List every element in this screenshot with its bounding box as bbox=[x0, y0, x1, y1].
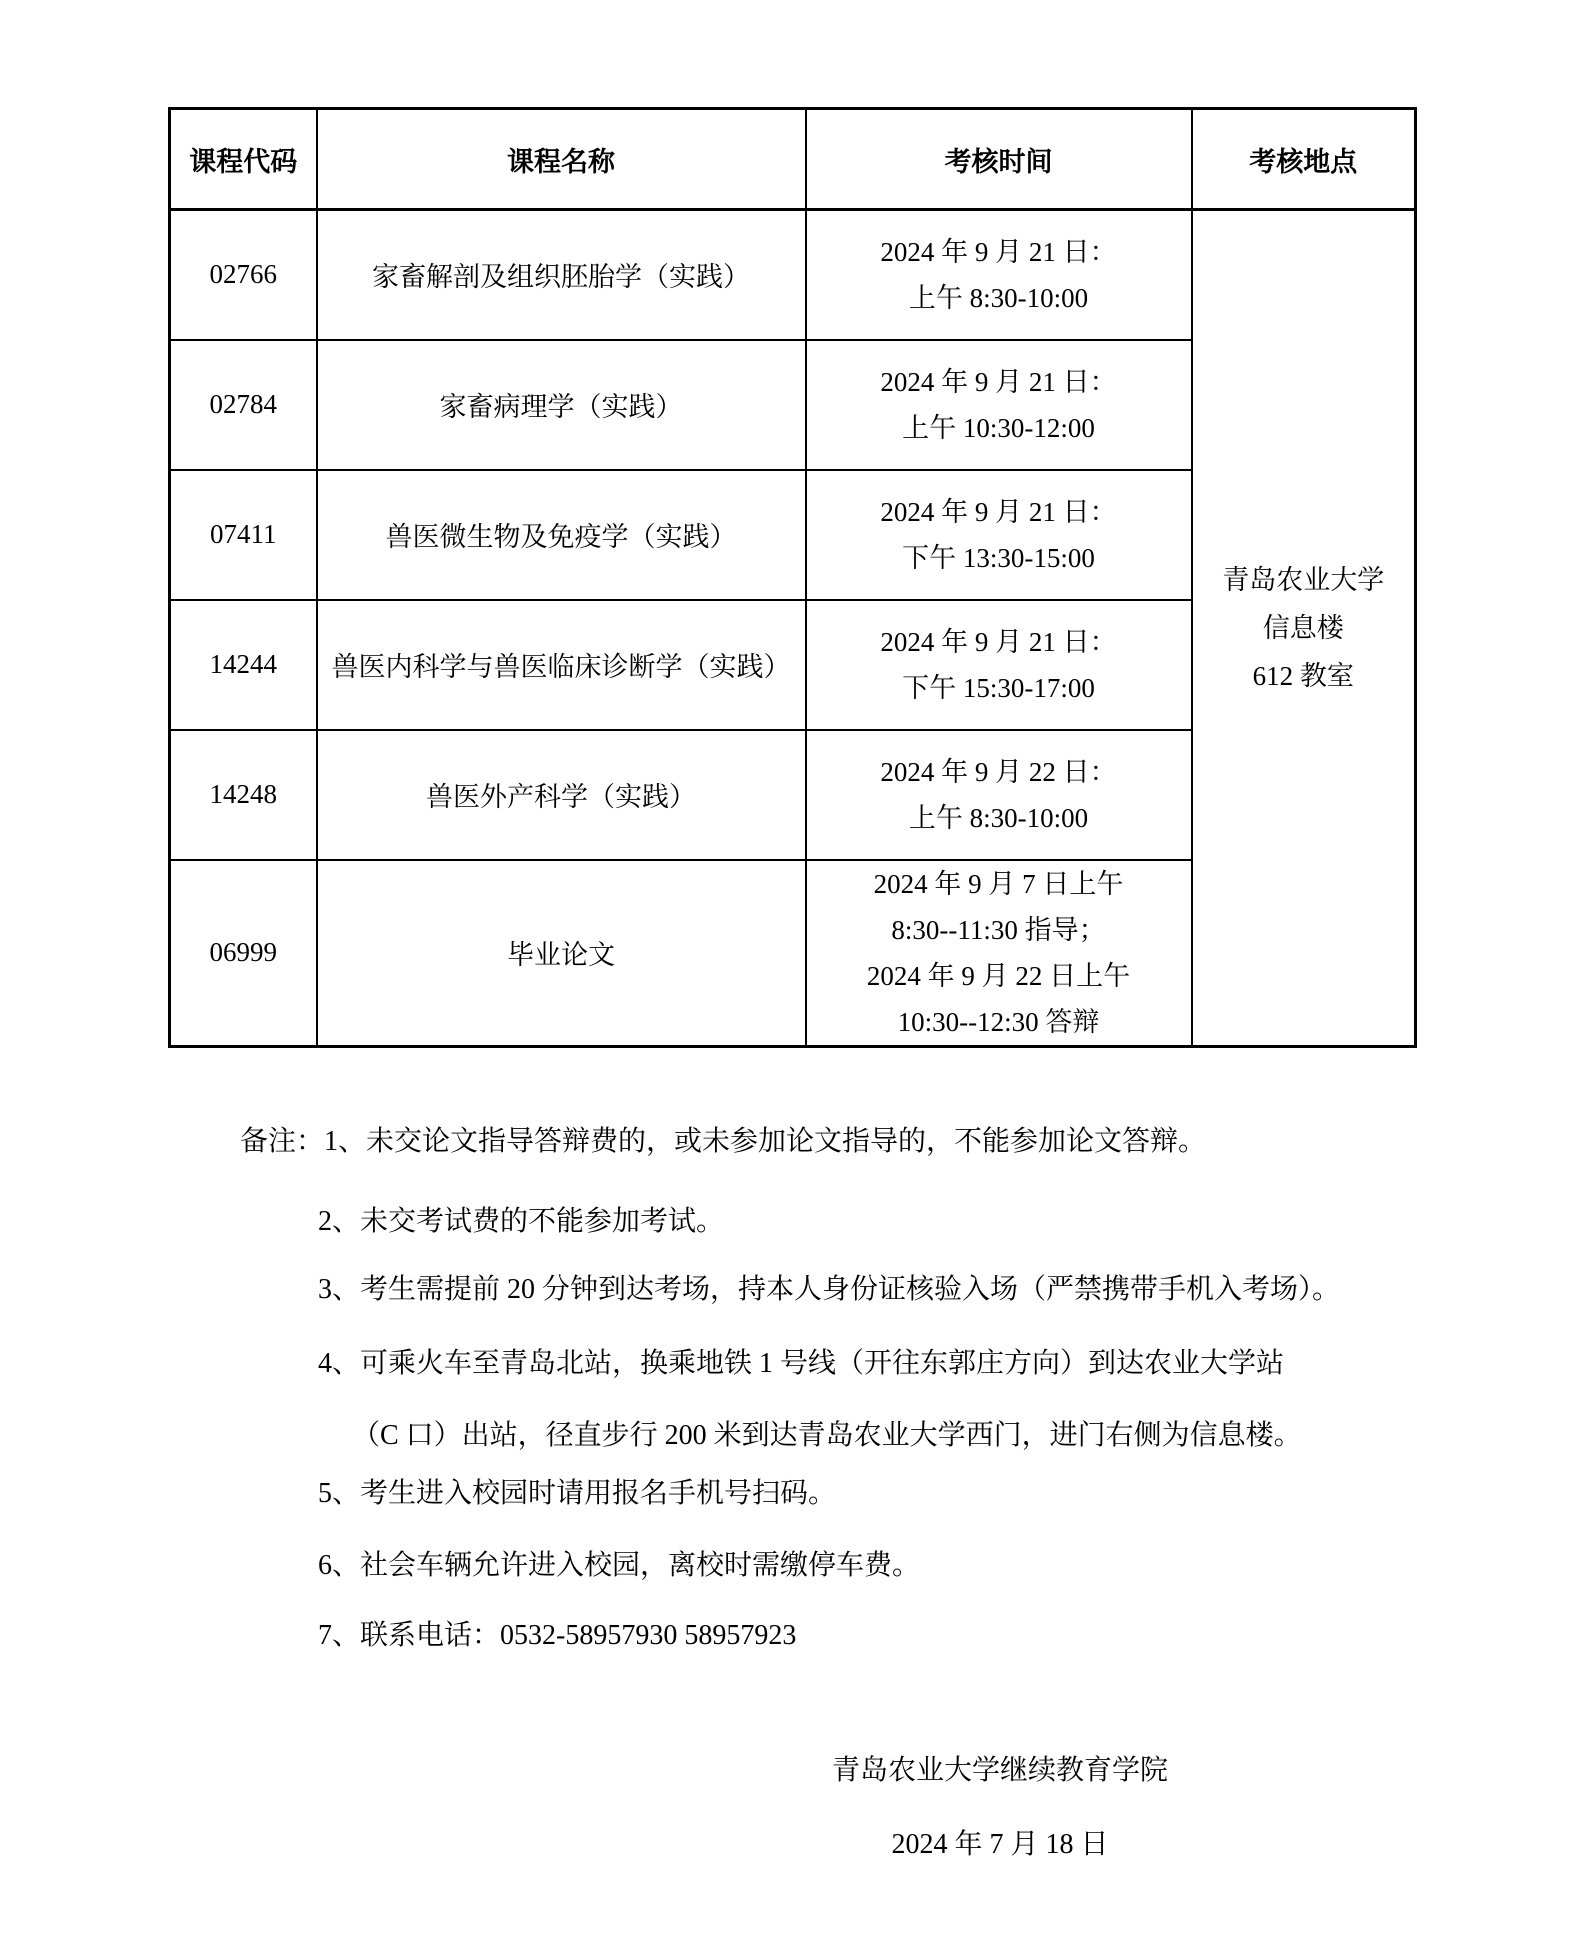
course-code: 02784 bbox=[170, 340, 317, 470]
course-name: 兽医外产科学（实践） bbox=[317, 730, 806, 860]
note-line-4-continued: （C 口）出站，径直步行 200 米到达青岛农业大学西门，进门右侧为信息楼。 bbox=[352, 1420, 1302, 1451]
exam-time-line: 2024 年 9 月 21 日： bbox=[880, 236, 1117, 267]
note-line-4: 4、可乘火车至青岛北站，换乘地铁 1 号线（开往东郭庄方向）到达农业大学站 bbox=[318, 1348, 1285, 1379]
exam-time-line: 上午 8:30-10:00 bbox=[908, 802, 1089, 833]
course-code: 07411 bbox=[170, 470, 317, 600]
exam-time-line: 下午 15:30-17:00 bbox=[902, 672, 1095, 703]
header-exam-location: 考核地点 bbox=[1192, 109, 1416, 210]
header-exam-time: 考核时间 bbox=[806, 109, 1192, 210]
exam-schedule-table bbox=[168, 107, 1417, 1048]
course-name: 家畜解剖及组织胚胎学（实践） bbox=[317, 210, 806, 340]
exam-time-line: 上午 10:30-12:00 bbox=[902, 412, 1095, 443]
exam-time-line: 8:30--11:30 指导； bbox=[891, 914, 1106, 945]
course-name: 兽医微生物及免疫学（实践） bbox=[317, 470, 806, 600]
exam-time bbox=[806, 730, 1192, 860]
note-line-7: 7、联系电话：0532-58957930 58957923 bbox=[318, 1620, 797, 1651]
exam-time-line: 2024 年 9 月 21 日： bbox=[880, 496, 1117, 527]
header-course-name: 课程名称 bbox=[317, 109, 806, 210]
exam-location-cell bbox=[1192, 210, 1416, 1047]
table-header-row bbox=[170, 109, 1416, 210]
table-row bbox=[170, 210, 1416, 340]
exam-location-line: 612 教室 bbox=[1252, 660, 1354, 691]
exam-time-line: 2024 年 9 月 22 日上午 bbox=[866, 960, 1131, 991]
exam-time bbox=[806, 340, 1192, 470]
exam-time bbox=[806, 210, 1192, 340]
note-line-6: 6、社会车辆允许进入校园，离校时需缴停车费。 bbox=[318, 1550, 921, 1581]
footer-organization: 青岛农业大学继续教育学院 bbox=[831, 1755, 1168, 1786]
exam-time-line: 2024 年 9 月 7 日上午 bbox=[873, 868, 1124, 899]
header-course-code: 课程代码 bbox=[170, 109, 317, 210]
course-code: 14248 bbox=[170, 730, 317, 860]
note-line-2: 2、未交考试费的不能参加考试。 bbox=[318, 1206, 725, 1237]
exam-time-line: 下午 13:30-15:00 bbox=[902, 542, 1095, 573]
course-name: 家畜病理学（实践） bbox=[317, 340, 806, 470]
exam-time-line: 2024 年 9 月 21 日： bbox=[880, 366, 1117, 397]
course-name: 兽医内科学与兽医临床诊断学（实践） bbox=[317, 600, 806, 730]
note-line-5: 5、考生进入校园时请用报名手机号扫码。 bbox=[318, 1478, 837, 1509]
exam-time-line: 2024 年 9 月 22 日： bbox=[880, 756, 1117, 787]
note-line-3: 3、考生需提前 20 分钟到达考场，持本人身份证核验入场（严禁携带手机入考场）。 bbox=[318, 1274, 1341, 1305]
exam-time-line: 2024 年 9 月 21 日： bbox=[880, 626, 1117, 657]
course-code: 02766 bbox=[170, 210, 317, 340]
exam-time bbox=[806, 860, 1192, 1047]
exam-time bbox=[806, 470, 1192, 600]
exam-location-line: 青岛农业大学 bbox=[1222, 564, 1385, 595]
course-code: 14244 bbox=[170, 600, 317, 730]
exam-time-line: 上午 8:30-10:00 bbox=[908, 282, 1089, 313]
exam-time bbox=[806, 600, 1192, 730]
footer-date: 2024 年 7 月 18 日 bbox=[891, 1829, 1109, 1860]
course-code: 06999 bbox=[170, 860, 317, 1047]
course-name: 毕业论文 bbox=[317, 860, 806, 1047]
note-line-1: 备注：1、未交论文指导答辩费的，或未参加论文指导的，不能参加论文答辩。 bbox=[240, 1126, 1207, 1157]
exam-time-line: 10:30--12:30 答辩 bbox=[897, 1006, 1100, 1037]
exam-location-line: 信息楼 bbox=[1262, 612, 1344, 643]
